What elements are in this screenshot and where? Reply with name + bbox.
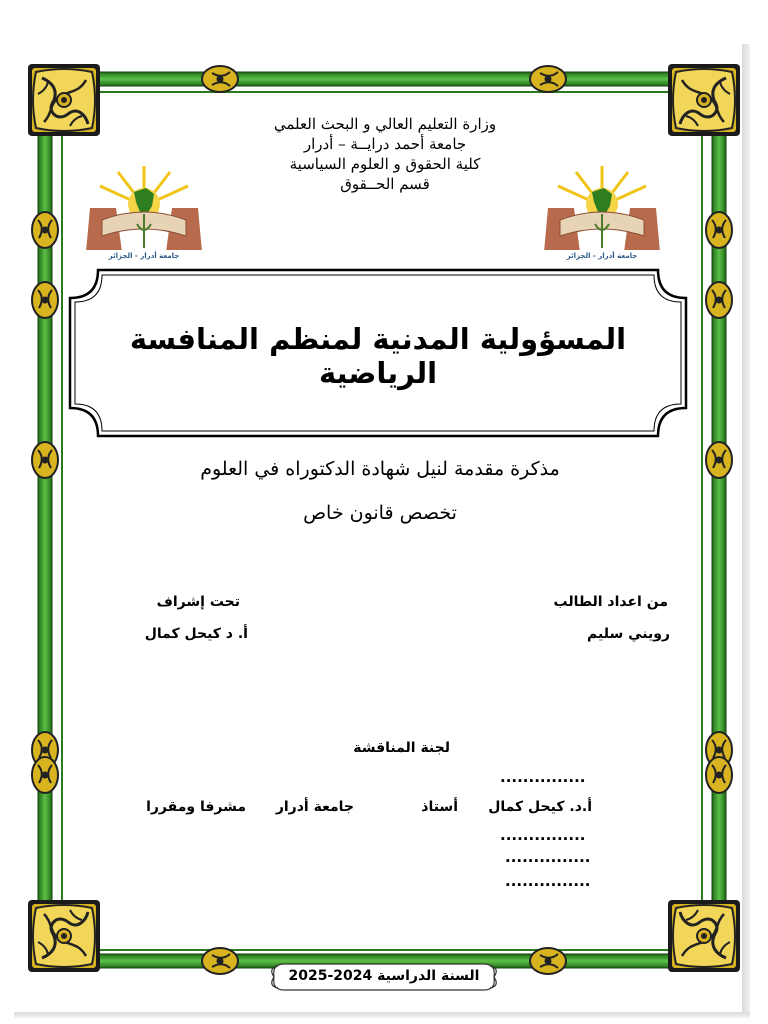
ministry-line: وزارة التعليم العالي و البحث العلمي — [273, 115, 497, 133]
committee-member-rank: أستاذ — [421, 799, 458, 815]
committee-dots-3: ............... — [505, 848, 591, 866]
committee-member-role: مشرفا ومقررا — [146, 799, 246, 815]
university-logo-left — [82, 164, 206, 260]
student-name: رويني سليم — [587, 626, 670, 642]
faculty-line: كلية الحقوق و العلوم السياسية — [289, 155, 481, 173]
committee-member-university: جامعة أدرار — [275, 799, 354, 815]
logo-caption-left: جامعة أدرار - الجزائر — [108, 252, 180, 260]
committee-dots-4: ............... — [505, 872, 591, 890]
university-line: جامعة أحمد درايــة – أدرار — [303, 135, 467, 153]
thesis-purpose: مذكرة مقدمة لنيل شهادة الدكتوراه في العلوم — [200, 458, 560, 480]
student-label: من اعداد الطالب — [553, 594, 668, 610]
thesis-specialty: تخصص قانون خاص — [303, 502, 457, 524]
committee-member-name: أ.د. كيحل كمال — [488, 799, 592, 815]
logo-caption-right: جامعة أدرار - الجزائر — [566, 252, 638, 260]
university-logo-right — [540, 164, 664, 260]
supervisor-label: تحت إشراف — [156, 594, 240, 610]
committee-dots-2: ............... — [500, 826, 586, 844]
thesis-title: المسؤولية المدنية لمنظم المنافسة الرياضية — [129, 322, 627, 390]
committee-dots-1: ............... — [500, 768, 586, 786]
academic-year: السنة الدراسية 2024-2025 — [288, 968, 480, 984]
committee-label: لجنة المناقشة — [353, 740, 450, 756]
department-line: قسم الحــقوق — [340, 175, 430, 193]
supervisor-name: أ. د كيحل كمال — [144, 626, 248, 642]
